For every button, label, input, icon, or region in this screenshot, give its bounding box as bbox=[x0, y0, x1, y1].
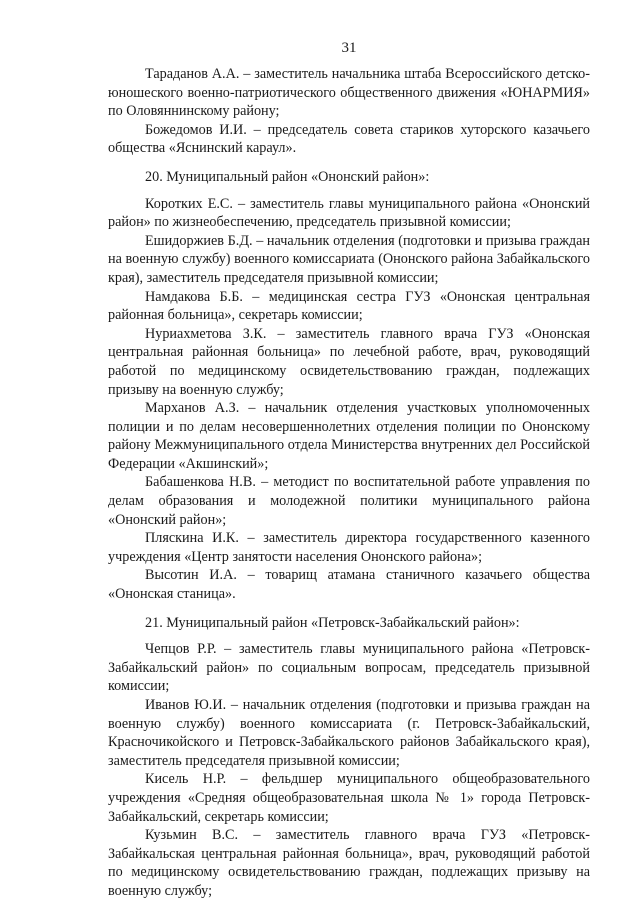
member-entry-markhanov: Марханов А.З. – начальник отделения участковых уполномоченных полиции и по делам несовершеннолетних отделения полиции по Ононскому району Межмуниципального отдела Министерства внутренних дел Российской Федерации «Акшинский»; bbox=[108, 400, 590, 472]
member-entry-korotkikh: Коротких Е.С. – заместитель главы муниципального района «Ононский район» по жизнеобеспечению, председатель призывной комиссии; bbox=[108, 195, 590, 231]
member-entry-eshidorzhiev: Ешидоржиев Б.Д. – начальник отделения (подготовки и призыва граждан на военную службу) военного комиссариата (Ононского района Забайкальского края), заместитель председателя призывной комиссии; bbox=[108, 232, 590, 286]
member-entry-kuzmin: Кузьмин В.С. – заместитель главного врача ГУЗ «Петровск-Забайкальская центральная районная больница», врач, руководящий работой по медицинскому освидетельствованию граждан, подлежащих призыву на военную службу; bbox=[108, 827, 590, 899]
member-entry-taradanov: Тараданов А.А. – заместитель начальника штаба Всероссийского детско-юношеского военно-патриотического общественного движения «ЮНАРМИЯ» по Оловяннинскому району; bbox=[108, 66, 590, 120]
section-heading-20: 20. Муниципальный район «Ононский район»: bbox=[145, 168, 430, 185]
member-entry-plyaskina: Пляскина И.К. – заместитель директора государственного казенного учреждения «Центр занятости населения Ононского района»; bbox=[108, 530, 590, 565]
member-entry-bozhedomov: Божедомов И.И. – председатель совета стариков хуторского казачьего общества «Яснинский караул». bbox=[108, 121, 590, 157]
member-entry-ivanov: Иванов Ю.И. – начальник отделения (подготовки и призыва граждан на военную службу) военного комиссариата (г. Петровск-Забайкальский, Красночикойского и Петровск-Забайкальского районов Забайкальского края), заместитель председателя призывной комиссии; bbox=[108, 697, 590, 769]
page-number: 31 bbox=[341, 40, 357, 56]
member-entry-namdakova: Намдакова Б.Б. – медицинская сестра ГУЗ «Ононская центральная районная больница», секретарь комиссии; bbox=[108, 288, 590, 324]
member-entry-vysotin: Высотин И.А. – товарищ атамана станичного казачьего общества «Ононская станица». bbox=[108, 567, 590, 603]
member-entry-kisel: Кисель Н.Р. – фельдшер муниципального общеобразовательного учреждения «Средняя общеобразовательная школа № 1» города Петровск-Забайкальский, секретарь комиссии; bbox=[108, 771, 590, 825]
member-entry-nuriakhmetova: Нуриахметова З.К. – заместитель главного врача ГУЗ «Ононская центральная районная больница» по лечебной работе, врач, руководящий работой по медицинскому освидетельствованию граждан, подлежащих призыву на военную службу; bbox=[108, 325, 590, 398]
member-entry-babashenkova: Бабашенкова Н.В. – методист по воспитательной работе управления по делам образования и молодежной политики муниципального района «Ононский район»; bbox=[108, 474, 590, 528]
section-heading-21: 21. Муниципальный район «Петровск-Забайкальский район»: bbox=[145, 614, 520, 631]
member-entry-cheptsov: Чепцов Р.Р. – заместитель главы муниципального района «Петровск-Забайкальский район» по социальным вопросам, председатель призывной комиссии; bbox=[108, 641, 590, 695]
